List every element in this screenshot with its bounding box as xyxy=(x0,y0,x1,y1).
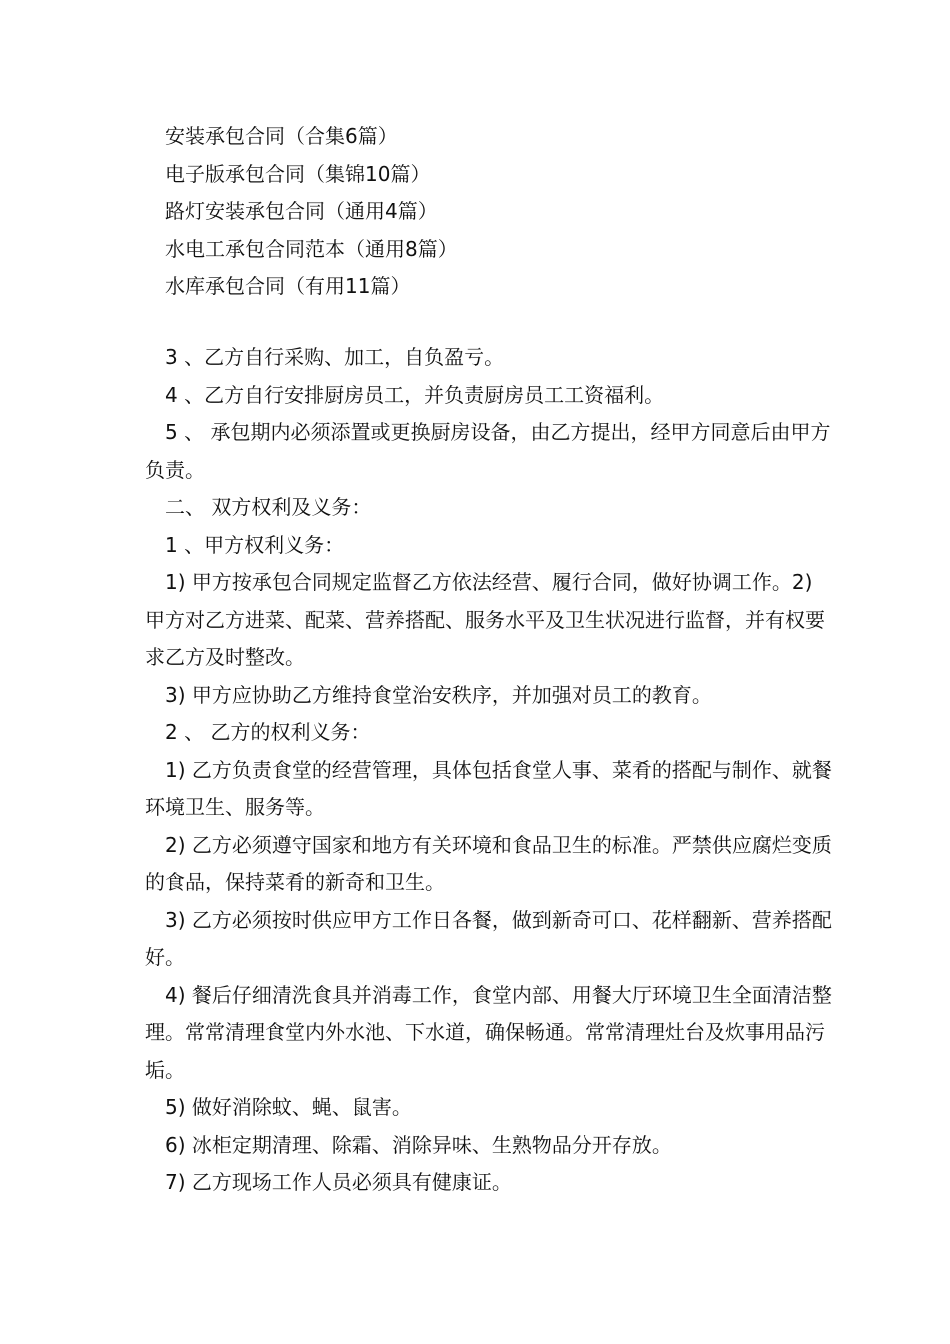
contract-body xyxy=(145,339,835,1202)
clause-4-kitchen-staff: 4 、乙方自行安排厨房员工，并负责厨房员工工资福利。 xyxy=(165,382,665,407)
related-link-plumbing-electric-contract[interactable]: 水电工承包合同范本（通用8篇） xyxy=(165,236,458,261)
party-a-clause-1-2: 1) 甲方按承包合同规定监督乙方依法经营、履行合同，做好协调工作。2) 甲方对乙方进菜、配菜、营养搭配、服务水平及卫生状况进行监督，并有权要求乙方及时整改。 xyxy=(145,570,825,669)
clause-5-equipment: 5 、 承包期内必须添置或更换厨房设备，由乙方提出，经甲方同意后由甲方负责。 xyxy=(145,420,831,482)
party-b-clause-6: 6) 冰柜定期清理、除霜、消除异味、生熟物品分开存放。 xyxy=(165,1132,672,1157)
party-b-clause-5: 5) 做好消除蚊、蝇、鼠害。 xyxy=(165,1095,412,1119)
party-b-clause-1: 1) 乙方负责食堂的经营管理，具体包括食堂人事、菜肴的搭配与制作、就餐环境卫生、服务等。 xyxy=(145,757,832,819)
party-a-clause-3: 3) 甲方应协助乙方维持食堂治安秩序，并加强对员工的教育。 xyxy=(165,682,712,707)
section-rights-obligations-heading: 二、 双方权利及义务： xyxy=(165,495,372,519)
clause-3-self-procurement: 3 、乙方自行采购、加工，自负盈亏。 xyxy=(165,345,505,369)
related-link-install-contract[interactable]: 安装承包合同（合集6篇） xyxy=(165,124,398,148)
related-contracts-list xyxy=(165,118,458,306)
related-link-streetlight-contract[interactable]: 路灯安装承包合同（通用4篇） xyxy=(165,199,438,223)
party-b-clause-7: 7) 乙方现场工作人员必须具有健康证。 xyxy=(165,1170,512,1194)
related-link-reservoir-contract[interactable]: 水库承包合同（有用11篇） xyxy=(165,274,411,298)
related-link-electronic-contract[interactable]: 电子版承包合同（集锦10篇） xyxy=(165,161,431,186)
party-b-clause-4: 4) 餐后仔细清洗食具并消毒工作，食堂内部、用餐大厅环境卫生全面清洁整理。常常清理食堂内外水池、下水道，确保畅通。常常清理灶台及炊事用品污垢。 xyxy=(145,982,832,1082)
party-b-rights-heading: 2 、 乙方的权利义务： xyxy=(165,720,371,744)
party-b-clause-3: 3) 乙方必须按时供应甲方工作日各餐，做到新奇可口、花样翻新、营养搭配好。 xyxy=(145,907,832,969)
party-a-rights-heading: 1 、甲方权利义务： xyxy=(165,532,345,557)
party-b-clause-2: 2) 乙方必须遵守国家和地方有关环境和食品卫生的标准。严禁供应腐烂变质的食品，保持菜肴的新奇和卫生。 xyxy=(145,832,832,894)
